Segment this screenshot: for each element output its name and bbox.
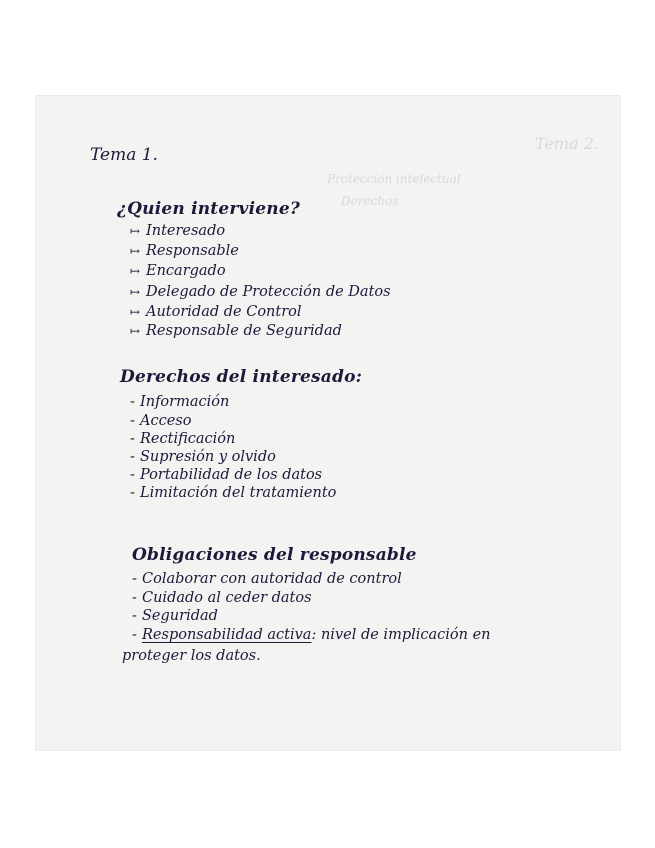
list-item: - Limitación del tratamiento [130, 485, 337, 501]
page-title: Tema 1. [90, 145, 158, 165]
list-item: ↦ Delegado de Protección de Datos [130, 284, 391, 300]
arrow-bullet-icon: ↦ [130, 324, 141, 338]
list-item: - Colaborar con autoridad de control [132, 571, 402, 587]
list-item: ↦ Responsable de Seguridad [130, 323, 342, 339]
list-item: - Acceso [130, 413, 192, 429]
list-item: ↦ Interesado [130, 223, 226, 239]
underlined-term: Responsabilidad activa [142, 627, 312, 643]
arrow-bullet-icon: ↦ [130, 224, 141, 238]
bleed-through-line: Protección intelectual [327, 172, 461, 186]
arrow-bullet-icon: ↦ [130, 305, 141, 319]
list-item: - Supresión y olvido [130, 449, 276, 465]
list-item-continuation: proteger los datos. [122, 648, 261, 664]
list-item: - Responsabilidad activa: nivel de implicación en [132, 627, 491, 643]
list-item: - Información [130, 394, 230, 410]
arrow-bullet-icon: ↦ [130, 285, 141, 299]
section-heading-obligations: Obligaciones del responsable [132, 545, 417, 565]
list-item: ↦ Autoridad de Control [130, 304, 302, 320]
arrow-bullet-icon: ↦ [130, 244, 141, 258]
list-item: - Cuidado al ceder datos [132, 590, 312, 606]
section-heading-who: ¿Quien interviene? [117, 199, 301, 219]
list-item: ↦ Responsable [130, 243, 239, 259]
bleed-through-title: Tema 2. [535, 134, 599, 153]
list-item: - Portabilidad de los datos [130, 467, 323, 483]
list-item: - Rectificación [130, 431, 236, 447]
list-item: ↦ Encargado [130, 263, 226, 279]
arrow-bullet-icon: ↦ [130, 264, 141, 278]
section-heading-rights: Derechos del interesado: [120, 367, 363, 387]
list-item: - Seguridad [132, 608, 218, 624]
bleed-through-line: Derechos [341, 194, 399, 208]
